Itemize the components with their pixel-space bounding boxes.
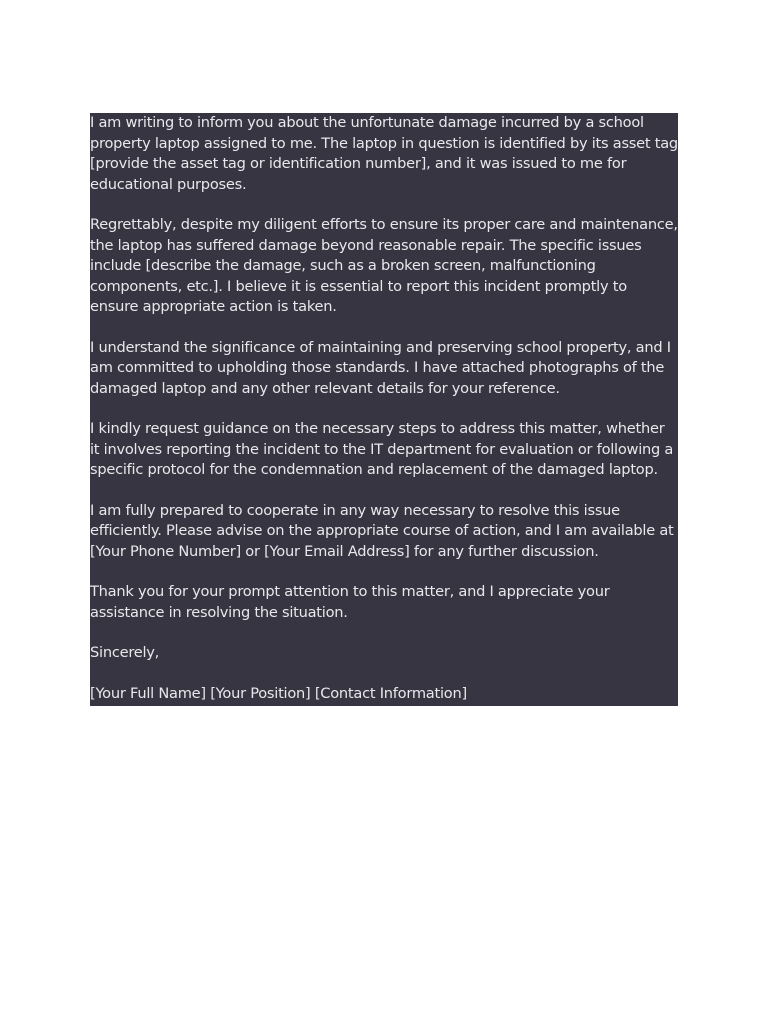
closing: Sincerely, <box>90 644 160 661</box>
paragraph-intro: I am writing to inform you about the unfortunate damage incurred by a school property laptop assigned to me. The laptop in question is identified by its asset tag [provide the asset tag or identification number], and it was issued to me for educational purposes. <box>90 114 678 193</box>
letter-body <box>90 113 678 706</box>
paragraph-damage-description: Regrettably, despite my diligent efforts to ensure its proper care and maintenance, the laptop has suffered damage beyond reasonable repair. The specific issues include [describe the damage, such as a broken screen, malfunctioning components, etc.]. I believe it is essential to report this incident promptly to ensure appropriate action is taken. <box>90 216 678 315</box>
signature: [Your Full Name] [Your Position] [Contact Information] <box>90 684 467 702</box>
paragraph-cooperation: I am fully prepared to cooperate in any way necessary to resolve this issue efficiently. Please advise on the appropriate course of action, and I am available at [Your Phone Number] or [Your Email Address] for any further discussion. <box>90 501 674 560</box>
paragraph-thanks: Thank you for your prompt attention to this matter, and I appreciate your assistance in resolving the situation. <box>90 583 610 621</box>
paragraph-commitment: I understand the significance of maintaining and preserving school property, and I am committed to upholding those standards. I have attached photographs of the damaged laptop and any other relevant details for your reference. <box>90 338 671 397</box>
paragraph-request-guidance: I kindly request guidance on the necessary steps to address this matter, whether it involves reporting the incident to the IT department for evaluation or following a specific protocol for the condemnation and replacement of the damaged laptop. <box>90 420 674 478</box>
